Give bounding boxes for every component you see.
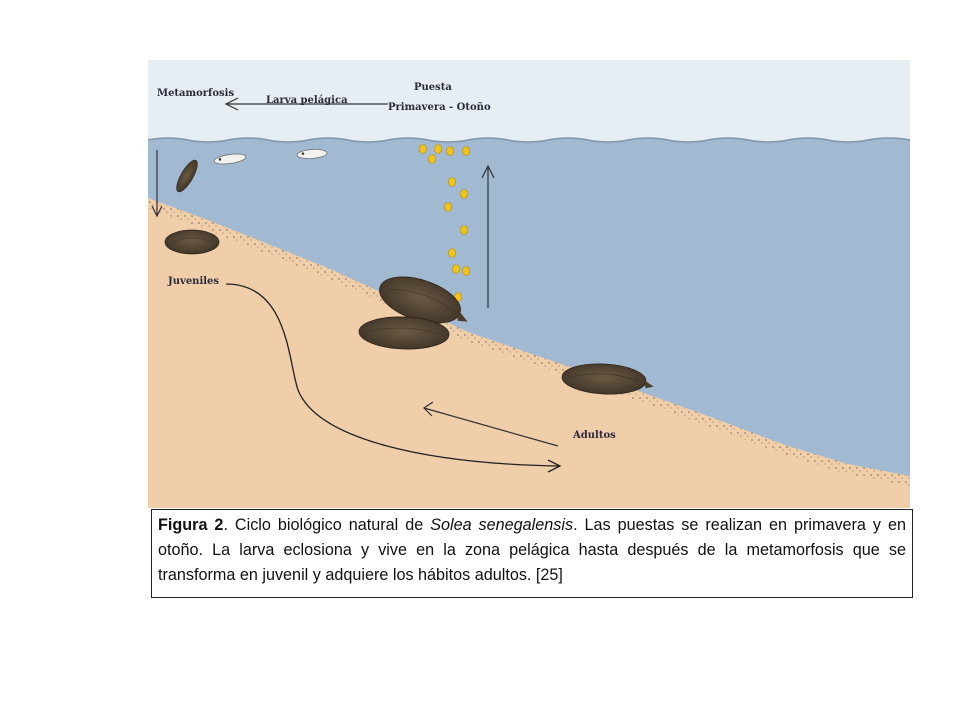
egg: [420, 145, 427, 154]
label-juveniles: Juveniles: [168, 276, 220, 287]
label-adultos: Adultos: [573, 430, 616, 441]
label-puesta: Puesta: [414, 82, 452, 93]
egg: [461, 190, 468, 199]
egg: [449, 178, 456, 187]
egg: [461, 226, 468, 235]
egg: [435, 145, 442, 154]
egg: [463, 267, 470, 276]
caption-text-after: . Las puestas se realizan en primavera y en otoño. La larva eclosiona y vive en la zona pelágica hasta después de la metamorfosis que se transforma en juvenil y adquiere los hábitos adultos. [25]: [158, 516, 906, 584]
juvenile-sole: [165, 230, 219, 254]
egg: [463, 147, 470, 156]
egg: [447, 147, 454, 156]
caption-text-before: . Ciclo biológico natural de: [223, 516, 431, 534]
label-larva-pelagica: Larva pelágica: [266, 95, 348, 106]
egg: [449, 249, 456, 258]
caption-species-name: Solea senegalensis: [430, 516, 574, 534]
figure-caption: [151, 509, 913, 598]
egg: [453, 265, 460, 274]
caption-figure-label: Figura 2: [158, 516, 224, 534]
egg: [429, 155, 436, 164]
label-primavera-otono: Primavera - Otoño: [388, 102, 491, 113]
label-metamorfosis: Metamorfosis: [157, 88, 235, 99]
egg: [445, 203, 452, 212]
life-cycle-diagram: [148, 60, 910, 508]
